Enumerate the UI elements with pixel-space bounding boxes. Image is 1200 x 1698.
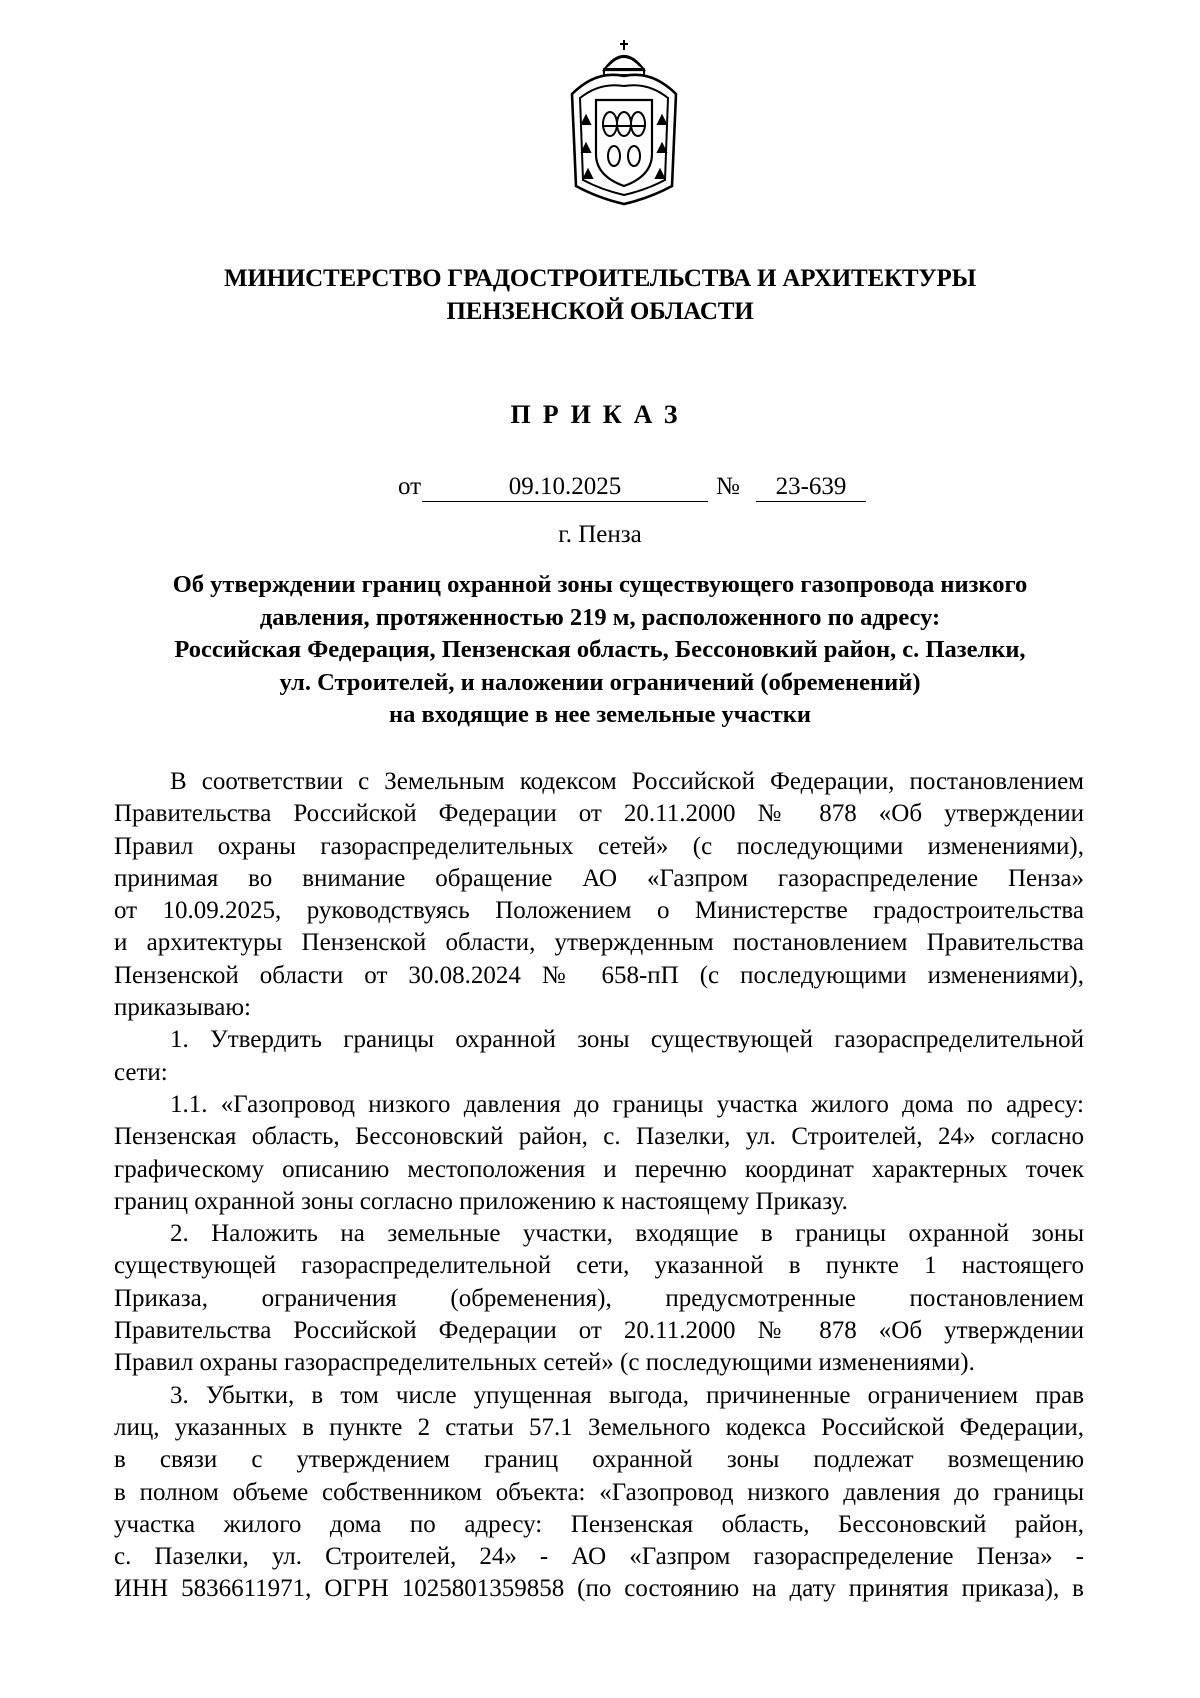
- body-line: 1. Утвердить границы охранной зоны существующей газораспределительной: [170, 1026, 1084, 1054]
- body-line: существующей газораспределительной сети, указанной в пункте 1 настоящего: [114, 1252, 1084, 1280]
- subject-line-5: на входящие в нее земельные участки: [388, 701, 812, 728]
- item-1-paragraph: [114, 1024, 1084, 1089]
- subject-line-4: ул. Строителей, и наложении ограничений (обременений): [279, 668, 921, 696]
- body-line: 3. Убытки, в том числе упущенная выгода, причиненные ограничением прав: [170, 1381, 1084, 1409]
- preamble-paragraph: [114, 766, 1084, 1024]
- city: г. Пенза: [558, 521, 642, 548]
- date-label: от: [398, 473, 422, 500]
- order-body: [114, 766, 1084, 1606]
- body-line: Правил охраны газораспределительных сетей» (с последующими изменениями).: [114, 1349, 975, 1377]
- body-line: от 10.09.2025, руководствуясь Положением о Министерстве градостроительства: [114, 897, 1084, 925]
- order-date-number-row: [398, 470, 868, 506]
- body-line: в полном объеме собственником объекта: «Газопровод низкого давления до границы: [114, 1478, 1084, 1506]
- body-line: участка жилого дома по адресу: Пензенская область, Бессоновский район,: [114, 1510, 1084, 1538]
- body-line: принимая во внимание обращение АО «Газпром газораспределение Пенза»: [114, 864, 1084, 892]
- body-line: сети:: [114, 1058, 168, 1086]
- body-line: в связи с утверждением границ охранной зоны подлежат возмещению: [114, 1446, 1084, 1474]
- ministry-name: [0, 262, 1200, 328]
- coat-of-arms-emblem: [566, 36, 682, 212]
- subject-line-1: Об утверждении границ охранной зоны существующего газопровода низкого: [172, 571, 1028, 598]
- subject-line-3: Российская Федерация, Пензенская область, Бессоновкий район, с. Пазелки,: [174, 636, 1026, 663]
- item-1-1-paragraph: [114, 1089, 1084, 1218]
- number-label: №: [716, 473, 740, 500]
- body-line: с. Пазелки, ул. Строителей, 24» - АО «Газпром газораспределение Пенза» -: [114, 1543, 1084, 1571]
- subject-line-2: давления, протяженностью 219 м, расположенного по адресу:: [259, 603, 941, 631]
- body-line: Правительства Российской Федерации от 20.11.2000 № 878 «Об утверждении: [114, 800, 1084, 828]
- body-line: Правил охраны газораспределительных сетей» (с последующими изменениями),: [114, 832, 1084, 860]
- body-line: границ охранной зоны согласно приложению к настоящему Приказу.: [114, 1187, 848, 1215]
- body-line: лиц, указанных в пункте 2 статьи 57.1 Земельного кодекса Российской Федерации,: [114, 1413, 1084, 1441]
- body-line: 2. Наложить на земельные участки, входящие в границы охранной зоны: [170, 1220, 1084, 1248]
- item-2-paragraph: [114, 1218, 1084, 1379]
- body-line: приказываю:: [114, 994, 251, 1022]
- body-line: В соответствии с Земельным кодексом Российской Федерации, постановлением: [170, 768, 1084, 795]
- body-line: Приказа, ограничения (обременения), предусмотренные постановлением: [114, 1284, 1084, 1312]
- body-line: ИНН 5836611971, ОГРН 1025801359858 (по состоянию на дату принятия приказа), в: [114, 1575, 1084, 1603]
- order-number: 23-639: [756, 470, 866, 502]
- ministry-name-line-1: МИНИСТЕРСТВО ГРАДОСТРОИТЕЛЬСТВА И АРХИТЕКТУРЫ: [224, 265, 976, 292]
- ministry-name-line-2: ПЕНЗЕНСКОЙ ОБЛАСТИ: [446, 298, 754, 325]
- order-date: 09.10.2025: [422, 470, 708, 502]
- item-3-paragraph: [114, 1380, 1084, 1606]
- body-line: 1.1. «Газопровод низкого давления до границы участка жилого дома по адресу:: [170, 1090, 1084, 1118]
- body-line: графическому описанию местоположения и перечню координат характерных точек: [114, 1155, 1084, 1183]
- body-line: Пензенская область, Бессоновский район, с. Пазелки, ул. Строителей, 24» согласно: [114, 1123, 1084, 1151]
- body-line: и архитектуры Пензенской области, утвержденным постановлением Правительства: [114, 929, 1084, 957]
- body-line: Правительства Российской Федерации от 20.11.2000 № 878 «Об утверждении: [114, 1317, 1084, 1345]
- order-title: ПРИКАЗ: [510, 400, 690, 429]
- order-subject: [110, 569, 1090, 732]
- body-line: Пензенской области от 30.08.2024 № 658-пП (с последующими изменениями),: [114, 961, 1084, 989]
